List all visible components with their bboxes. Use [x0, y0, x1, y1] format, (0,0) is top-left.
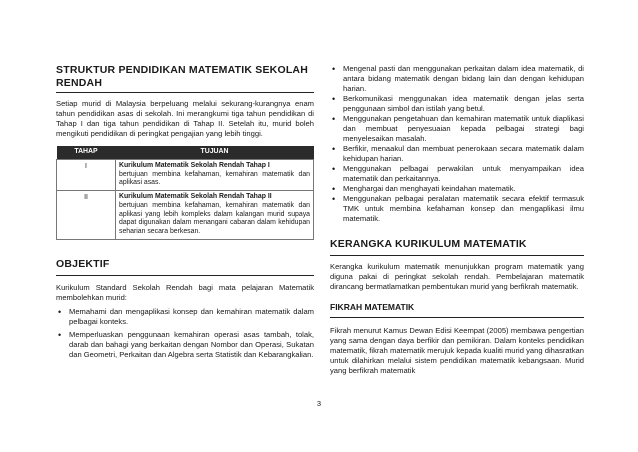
- list-item: • Berfikir, menaakul dan membuat penerokaan secara matematik dalam kehidupan harian.: [330, 144, 584, 164]
- heading-kerangka: KERANGKA KURIKULUM MATEMATIK: [330, 238, 584, 256]
- list-item: • Memahami dan mengaplikasi konsep dan kemahiran matematik dalam pelbagai konteks.: [56, 307, 314, 327]
- list-item: • Menghargai dan menghayati keindahan matematik.: [330, 184, 584, 194]
- purpose-desc: bertujuan membina kefahaman, kemahiran matematik dan aplikasi asas.: [119, 170, 310, 187]
- heading-underline: [56, 92, 314, 93]
- paragraph-kerangka: Kerangka kurikulum matematik menunjukkan program matematik yang diguna pakai di peringkat sekolah rendah. Pembelajaran matematik dirancang bermatlamatkan pembentukan murid yang berfikrah matematik.: [330, 262, 584, 291]
- paragraph-objektif: Kurikulum Standard Sekolah Rendah bagi mata pelajaran Matematik membolehkan murid:: [56, 282, 314, 302]
- purpose-title: Kurikulum Matematik Sekolah Rendah Tahap II: [119, 193, 272, 201]
- objektif-list: [56, 307, 314, 360]
- left-column: [56, 64, 314, 360]
- list-item: • Menggunakan pengetahuan dan kemahiran matematik untuk diaplikasi dan membuat penyesuaian kepada pelbagai strategi bagi menyelesaikan masalah.: [330, 114, 584, 144]
- purpose-cell: [116, 160, 314, 191]
- list-item: • Mengenal pasti dan menggunakan perkaitan dalam idea matematik, di antara bidang matematik dengan bidang lain dan dengan kehidupan harian.: [330, 64, 584, 94]
- paragraph-struktur: Setiap murid di Malaysia berpeluang melalui sekurang-kurangnya enam tahun pendidikan asas di sekolah. Ini merangkumi tiga tahun pendidikan di Tahap I dan tiga tahun pendidikan di Tahap II. Setelah itu, murid boleh mengikuti pendidikan di peringkat pengajian yang lebih tinggi.: [56, 99, 314, 138]
- objektif-list-continued: [330, 64, 584, 224]
- heading-objektif: OBJEKTIF: [56, 258, 314, 276]
- table-row: [57, 191, 314, 240]
- list-item: • Menggunakan pelbagai perwakilan untuk menyampaikan idea matematik dan perkaitannya.: [330, 164, 584, 184]
- heading-fikrah: FIKRAH MATEMATIK: [330, 302, 584, 318]
- header-tahap: TAHAP: [57, 146, 116, 160]
- table-header-row: [57, 146, 314, 160]
- purpose-cell: [116, 191, 314, 240]
- list-item: • Berkomunikasi menggunakan idea matematik dengan jelas serta penggunaan simbol dan istilah yang betul.: [330, 94, 584, 114]
- header-tujuan: TUJUAN: [116, 146, 314, 160]
- table-row: [57, 160, 314, 191]
- paragraph-fikrah: Fikrah menurut Kamus Dewan Edisi Keempat (2005) membawa pengertian yang sama dengan daya berfikir dan pemikiran. Dalam konteks pendidikan matematik, fikrah matematik merujuk kepada kualiti murid yang dihasratkan untuk dilahirkan melalui sistem pendidikan matematik kebangsaan. Murid yang berfikrah matematik: [330, 326, 584, 375]
- stage-cell: II: [57, 191, 116, 240]
- tahap-table: [56, 146, 314, 240]
- purpose-title: Kurikulum Matematik Sekolah Rendah Tahap I: [119, 162, 270, 169]
- heading-struktur: STRUKTUR PENDIDIKAN MATEMATIK SEKOLAH RENDAH: [56, 64, 309, 89]
- right-column: [330, 64, 584, 376]
- purpose-desc: bertujuan membina kefahaman, kemahiran matematik dan aplikasi yang lebih kompleks dalam kalangan murid supaya dapat digunakan dalam menangani cabaran dalam kehidupan seharian secara berkesan.: [119, 201, 310, 235]
- stage-cell: I: [57, 160, 116, 191]
- page-number: 3: [316, 399, 322, 408]
- list-item: • Memperluaskan penggunaan kemahiran operasi asas tambah, tolak, darab dan bahagi yang berkaitan dengan Nombor dan Operasi, Sukatan dan Geometri, Perkaitan dan Algebra serta Statistik dan Kebarangkalian.: [56, 330, 314, 360]
- list-item: • Menggunakan pelbagai peralatan matematik secara efektif termasuk TMK untuk membina kefahaman konsep dan mengaplikasi ilmu matematik.: [330, 194, 584, 224]
